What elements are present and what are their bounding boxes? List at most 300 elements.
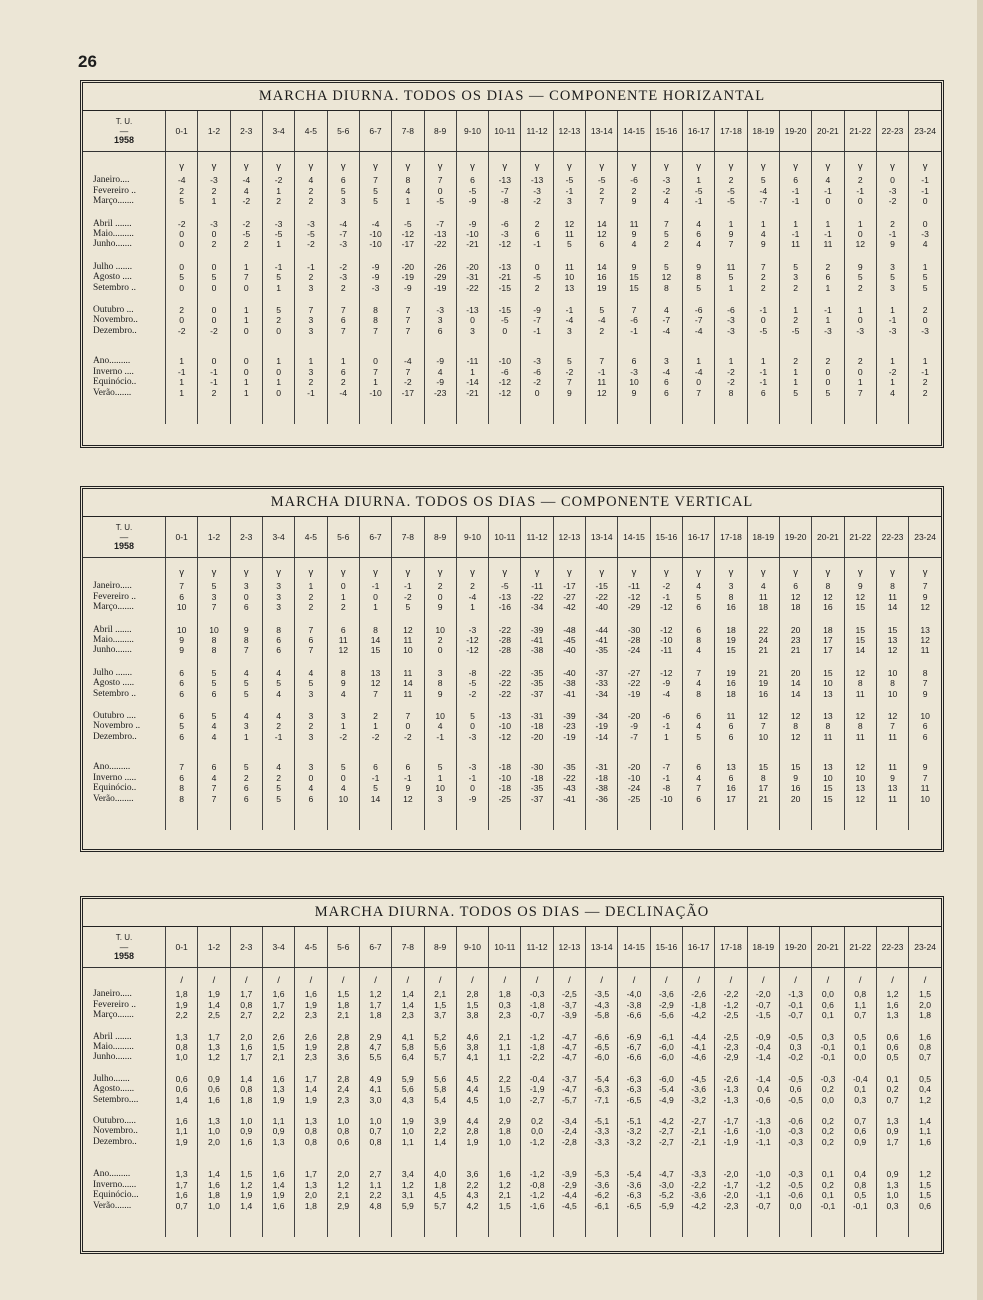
value-cell: 2,4 [327, 1084, 359, 1094]
unit-cell: γ [295, 558, 327, 582]
spacer-cell [586, 1021, 618, 1032]
hour-header: 23-24 [909, 927, 941, 968]
value-cell: 2 [844, 283, 876, 293]
value-cell: -4 [650, 367, 682, 377]
value-cell: -20 [618, 762, 650, 772]
hour-header: 18-19 [747, 111, 779, 152]
header-row [83, 517, 941, 558]
value-cell: 2 [586, 326, 618, 336]
value-cell: 0,9 [844, 1137, 876, 1147]
value-cell: -3 [844, 326, 876, 336]
spacer-cell [456, 613, 488, 625]
value-cell: 2,3 [392, 1010, 424, 1020]
value-cell: 3 [295, 711, 327, 721]
spacer-cell [747, 336, 779, 356]
value-cell: -2,6 [715, 1074, 747, 1084]
value-cell: 0,2 [812, 1180, 844, 1190]
spacer-cell [489, 207, 521, 219]
value-cell: 3,6 [456, 1169, 488, 1179]
value-cell: 1 [844, 377, 876, 387]
value-cell: -37 [586, 668, 618, 678]
value-cell: -34 [521, 602, 553, 612]
value-cell: 2 [198, 186, 230, 196]
value-cell: -27 [618, 668, 650, 678]
table-row [83, 678, 941, 688]
value-cell: 1 [779, 305, 811, 315]
value-cell: 6 [456, 175, 488, 185]
value-cell: -5 [424, 196, 456, 206]
value-cell: -3,9 [553, 1010, 585, 1020]
table-row [83, 1126, 941, 1136]
spacer-cell [230, 1063, 262, 1074]
spacer-cell [489, 293, 521, 305]
row-label: Julho....... [93, 1073, 130, 1084]
spacer-cell [844, 613, 876, 625]
value-cell: 3 [262, 581, 294, 591]
value-cell: 13 [876, 783, 908, 793]
value-cell: 14 [586, 219, 618, 229]
value-cell: -0,6 [779, 1190, 811, 1200]
value-cell: 3 [779, 272, 811, 282]
value-cell: 2 [779, 283, 811, 293]
value-cell: 5 [553, 239, 585, 249]
value-cell: -6,6 [586, 1032, 618, 1042]
spacer-cell [392, 742, 424, 762]
value-cell: 1,2 [876, 989, 908, 999]
value-cell: 1 [715, 283, 747, 293]
value-cell: -3 [650, 175, 682, 185]
value-cell: 1,7 [166, 1180, 198, 1190]
value-cell: -42 [553, 602, 585, 612]
value-cell: 7 [359, 689, 391, 699]
value-cell: 7 [198, 602, 230, 612]
value-cell: 1,1 [489, 1052, 521, 1062]
row-label: Maio......... [93, 1042, 134, 1053]
value-cell: 5 [683, 732, 715, 742]
value-cell: 6 [198, 689, 230, 699]
value-cell: 1 [747, 356, 779, 366]
spacer-cell [586, 804, 618, 830]
value-cell: 14 [586, 262, 618, 272]
value-cell: 1,9 [295, 1000, 327, 1010]
value-cell: -23 [424, 388, 456, 398]
value-cell: 21 [779, 645, 811, 655]
unit-cell: / [683, 968, 715, 990]
hour-header: 22-23 [876, 517, 908, 558]
row-label: Setembro.... [93, 1094, 139, 1105]
spacer-cell [327, 613, 359, 625]
hour-header: 8-9 [424, 111, 456, 152]
value-cell: 5 [650, 229, 682, 239]
spacer-cell [198, 1063, 230, 1074]
unit-cell: γ [683, 152, 715, 176]
value-cell: 15 [359, 645, 391, 655]
value-cell: 7 [844, 388, 876, 398]
value-cell: -28 [618, 635, 650, 645]
spacer-cell [327, 207, 359, 219]
value-cell: 1 [262, 356, 294, 366]
unit-cell: / [650, 968, 682, 990]
value-cell: 0,9 [876, 1169, 908, 1179]
spacer-cell [424, 1211, 456, 1237]
value-cell: 1 [295, 581, 327, 591]
spacer-cell [553, 250, 585, 262]
value-cell: -3 [909, 229, 941, 239]
row-label: Ano......... [93, 356, 131, 367]
value-cell: -40 [553, 645, 585, 655]
value-cell: 2,2 [359, 1190, 391, 1200]
spacer-cell [83, 250, 166, 262]
value-cell: 2,8 [327, 1042, 359, 1052]
value-cell: 0 [166, 229, 198, 239]
table-title: MARCHA DIURNA. TODOS OS DIAS — COMPONENTE HORIZANTAL [83, 83, 941, 111]
spacer-cell [295, 1211, 327, 1237]
spacer-cell [586, 1147, 618, 1169]
spacer-cell [812, 1147, 844, 1169]
spacer-cell [618, 699, 650, 711]
value-cell: -0,5 [779, 1180, 811, 1190]
value-cell: 1 [844, 305, 876, 315]
value-cell: 6 [747, 388, 779, 398]
spacer-cell [489, 250, 521, 262]
row-label: Equinócio.. [93, 377, 137, 388]
value-cell: 1,6 [489, 1169, 521, 1179]
value-cell: 0,6 [198, 1084, 230, 1094]
group-spacer [83, 250, 941, 262]
value-cell: 2,1 [489, 1190, 521, 1200]
value-cell: -3,7 [553, 1000, 585, 1010]
value-cell: 0,7 [844, 1116, 876, 1126]
value-cell: 1,5 [327, 989, 359, 999]
value-cell: 8 [230, 635, 262, 645]
value-cell: 13 [553, 283, 585, 293]
value-cell: 1,3 [198, 1042, 230, 1052]
spacer-cell [262, 699, 294, 711]
hour-header: 2-3 [230, 927, 262, 968]
unit-cell: / [909, 968, 941, 990]
value-cell: 1,0 [489, 1137, 521, 1147]
spacer-cell [392, 336, 424, 356]
value-cell: -3 [521, 356, 553, 366]
value-cell: 1,6 [876, 1000, 908, 1010]
hour-header: 16-17 [683, 927, 715, 968]
value-cell: 5 [553, 356, 585, 366]
table-vertical-component [80, 486, 944, 852]
value-cell: -29 [618, 602, 650, 612]
value-cell: 1,4 [198, 1169, 230, 1179]
value-cell: 5 [262, 783, 294, 793]
value-cell: 1,6 [295, 989, 327, 999]
value-cell: 1 [327, 592, 359, 602]
value-cell: -3 [198, 219, 230, 229]
value-cell: -5,9 [650, 1201, 682, 1211]
unit-cell: / [262, 968, 294, 990]
value-cell: 19 [715, 668, 747, 678]
value-cell: 2 [166, 186, 198, 196]
value-cell: -7 [327, 229, 359, 239]
value-cell: 5 [683, 592, 715, 602]
unit-cell: γ [521, 558, 553, 582]
value-cell: 1 [230, 732, 262, 742]
value-cell: 4 [650, 196, 682, 206]
value-cell: -1,3 [715, 1084, 747, 1094]
value-cell: 5,8 [424, 1084, 456, 1094]
value-cell: 5 [359, 783, 391, 793]
value-cell: 5 [262, 794, 294, 804]
value-cell: 0,8 [230, 1000, 262, 1010]
value-cell: 0 [424, 186, 456, 196]
spacer-cell [812, 699, 844, 711]
value-cell: 9 [909, 592, 941, 602]
value-cell: 7 [650, 219, 682, 229]
value-cell: -6,0 [650, 1042, 682, 1052]
unit-cell: γ [618, 558, 650, 582]
unit-cell: / [812, 968, 844, 990]
value-cell: -1,6 [521, 1201, 553, 1211]
value-cell: -21 [489, 272, 521, 282]
value-cell: 5,4 [424, 1095, 456, 1105]
value-cell: -2,6 [683, 989, 715, 999]
value-cell: -5 [456, 678, 488, 688]
spacer-cell [327, 1063, 359, 1074]
value-cell: 2,0 [230, 1032, 262, 1042]
value-cell: 0,7 [876, 1095, 908, 1105]
value-cell: -1 [198, 377, 230, 387]
value-cell: 3,8 [456, 1042, 488, 1052]
value-cell: 0,2 [812, 1084, 844, 1094]
value-cell: 1 [424, 773, 456, 783]
value-cell: 5 [359, 186, 391, 196]
spacer-cell [230, 613, 262, 625]
value-cell: 0,5 [844, 1190, 876, 1200]
table-row [83, 1042, 941, 1052]
value-cell: -1 [198, 367, 230, 377]
spacer-cell [650, 1105, 682, 1116]
row-label: Inverno...... [93, 1179, 137, 1190]
value-cell: -4 [456, 592, 488, 602]
spacer-cell [747, 742, 779, 762]
value-cell: 5 [198, 668, 230, 678]
value-cell: 12 [392, 625, 424, 635]
header-row [83, 927, 941, 968]
table-header [83, 517, 941, 558]
value-cell: 4 [295, 668, 327, 678]
value-cell: 4,7 [359, 1042, 391, 1052]
spacer-cell [327, 1147, 359, 1169]
value-cell: 2,3 [295, 1052, 327, 1062]
unit-cell: / [553, 968, 585, 990]
value-cell: 16 [779, 783, 811, 793]
value-cell: -1,4 [747, 1052, 779, 1062]
spacer-cell [618, 398, 650, 424]
value-cell: 10 [618, 377, 650, 387]
unit-cell: / [359, 968, 391, 990]
value-cell: 20 [779, 668, 811, 678]
value-cell: 10 [876, 689, 908, 699]
value-cell: 1,9 [295, 1042, 327, 1052]
row-label: Junho....... [93, 645, 132, 656]
spacer-cell [489, 613, 521, 625]
value-cell: -6,1 [586, 1201, 618, 1211]
spacer-cell [715, 656, 747, 668]
value-cell: 3 [876, 283, 908, 293]
spacer-cell [683, 699, 715, 711]
spacer-cell [747, 699, 779, 711]
value-cell: 2,1 [262, 1052, 294, 1062]
value-cell: 9 [618, 262, 650, 272]
value-cell: 6 [586, 239, 618, 249]
value-cell: -1 [909, 186, 941, 196]
value-cell: -1,2 [521, 1190, 553, 1200]
value-cell: -2 [876, 196, 908, 206]
value-cell: -2,0 [715, 1190, 747, 1200]
unit-cell: γ [262, 152, 294, 176]
value-cell: 11 [909, 645, 941, 655]
value-cell: 2 [262, 196, 294, 206]
table-row [83, 272, 941, 282]
value-cell: 9 [876, 239, 908, 249]
value-cell: -28 [489, 635, 521, 645]
value-cell: 8 [715, 388, 747, 398]
value-cell: 1,1 [392, 1137, 424, 1147]
value-cell: 12 [779, 711, 811, 721]
value-cell: -12 [650, 602, 682, 612]
hour-header: 10-11 [489, 517, 521, 558]
spacer-cell [747, 1021, 779, 1032]
value-cell: -1 [359, 773, 391, 783]
unit-cell: γ [779, 558, 811, 582]
value-cell: 2,3 [489, 1010, 521, 1020]
value-cell: 7 [683, 783, 715, 793]
spacer-cell [166, 699, 198, 711]
table-header [83, 927, 941, 968]
value-cell: -10 [618, 773, 650, 783]
value-cell: 0 [812, 367, 844, 377]
hour-header: 14-15 [618, 111, 650, 152]
value-cell: 0,2 [521, 1116, 553, 1126]
unit-cell: γ [747, 558, 779, 582]
value-cell: 2 [618, 186, 650, 196]
spacer-cell [456, 207, 488, 219]
value-cell: 1 [327, 721, 359, 731]
value-cell: 1 [359, 377, 391, 387]
value-cell: 7 [909, 773, 941, 783]
value-cell: 2,0 [327, 1169, 359, 1179]
unit-cell: γ [683, 558, 715, 582]
tu-label: T. U. [115, 117, 133, 126]
value-cell: 2,5 [198, 1010, 230, 1020]
spacer-cell [198, 1021, 230, 1032]
spacer-cell [327, 699, 359, 711]
value-cell: 11 [876, 762, 908, 772]
value-cell: 1 [683, 175, 715, 185]
value-cell: 12 [909, 602, 941, 612]
spacer-cell [747, 804, 779, 830]
unit-cell: γ [359, 152, 391, 176]
spacer-cell [392, 293, 424, 305]
spacer-cell [683, 742, 715, 762]
value-cell: 7 [586, 196, 618, 206]
value-cell: -25 [618, 794, 650, 804]
tu-dash: — [119, 532, 129, 542]
hour-header: 6-7 [359, 927, 391, 968]
value-cell: 1 [844, 219, 876, 229]
spacer-cell [876, 742, 908, 762]
value-cell: 0,1 [844, 1042, 876, 1052]
value-cell: 1 [230, 315, 262, 325]
unit-cell: γ [230, 152, 262, 176]
spacer-cell [489, 742, 521, 762]
spacer-cell [586, 250, 618, 262]
spacer-cell [83, 336, 166, 356]
value-cell: 3 [198, 592, 230, 602]
value-cell: 1,5 [424, 1000, 456, 1010]
time-unit-header [83, 111, 166, 152]
value-cell: 7 [327, 326, 359, 336]
value-cell: -6 [683, 305, 715, 315]
value-cell: -4,5 [553, 1201, 585, 1211]
hour-header: 18-19 [747, 517, 779, 558]
value-cell: -3,0 [650, 1180, 682, 1190]
value-cell: 9 [844, 262, 876, 272]
value-cell: -3 [198, 175, 230, 185]
value-cell: 2 [521, 219, 553, 229]
spacer-cell [586, 1105, 618, 1116]
value-cell: 5,9 [392, 1201, 424, 1211]
value-cell: 14 [779, 678, 811, 688]
time-unit-header [83, 927, 166, 968]
spacer-cell [295, 1063, 327, 1074]
spacer-cell [812, 1211, 844, 1237]
value-cell: 5 [715, 272, 747, 282]
value-cell: 12 [876, 711, 908, 721]
spacer-cell [553, 1021, 585, 1032]
spacer-cell [424, 613, 456, 625]
value-cell: 3 [553, 326, 585, 336]
value-cell: 2 [779, 356, 811, 366]
value-cell: -5 [779, 326, 811, 336]
value-cell: 0 [230, 283, 262, 293]
row-label: Março....... [93, 1010, 134, 1021]
value-cell: -9 [392, 283, 424, 293]
value-cell: -5,3 [586, 1169, 618, 1179]
value-cell: 0 [456, 315, 488, 325]
spacer-cell [230, 250, 262, 262]
value-cell: 2 [844, 356, 876, 366]
unit-cell: γ [166, 558, 198, 582]
spacer-cell [715, 293, 747, 305]
value-cell: -2,9 [553, 1180, 585, 1190]
spacer-cell [327, 742, 359, 762]
unit-cell: / [489, 968, 521, 990]
value-cell: -9 [424, 356, 456, 366]
value-cell: 0,6 [876, 1032, 908, 1042]
spacer-cell [198, 699, 230, 711]
spacer-cell [359, 1105, 391, 1116]
spacer-cell [359, 207, 391, 219]
value-cell: 11 [327, 635, 359, 645]
value-cell: -35 [553, 762, 585, 772]
value-cell: -10 [456, 229, 488, 239]
value-cell: 4,5 [456, 1095, 488, 1105]
spacer-cell [586, 699, 618, 711]
value-cell: 3 [553, 196, 585, 206]
value-cell: -10 [359, 229, 391, 239]
value-cell: 5 [586, 305, 618, 315]
value-cell: 1,8 [230, 1095, 262, 1105]
value-cell: 5 [166, 196, 198, 206]
value-cell: 15 [812, 668, 844, 678]
